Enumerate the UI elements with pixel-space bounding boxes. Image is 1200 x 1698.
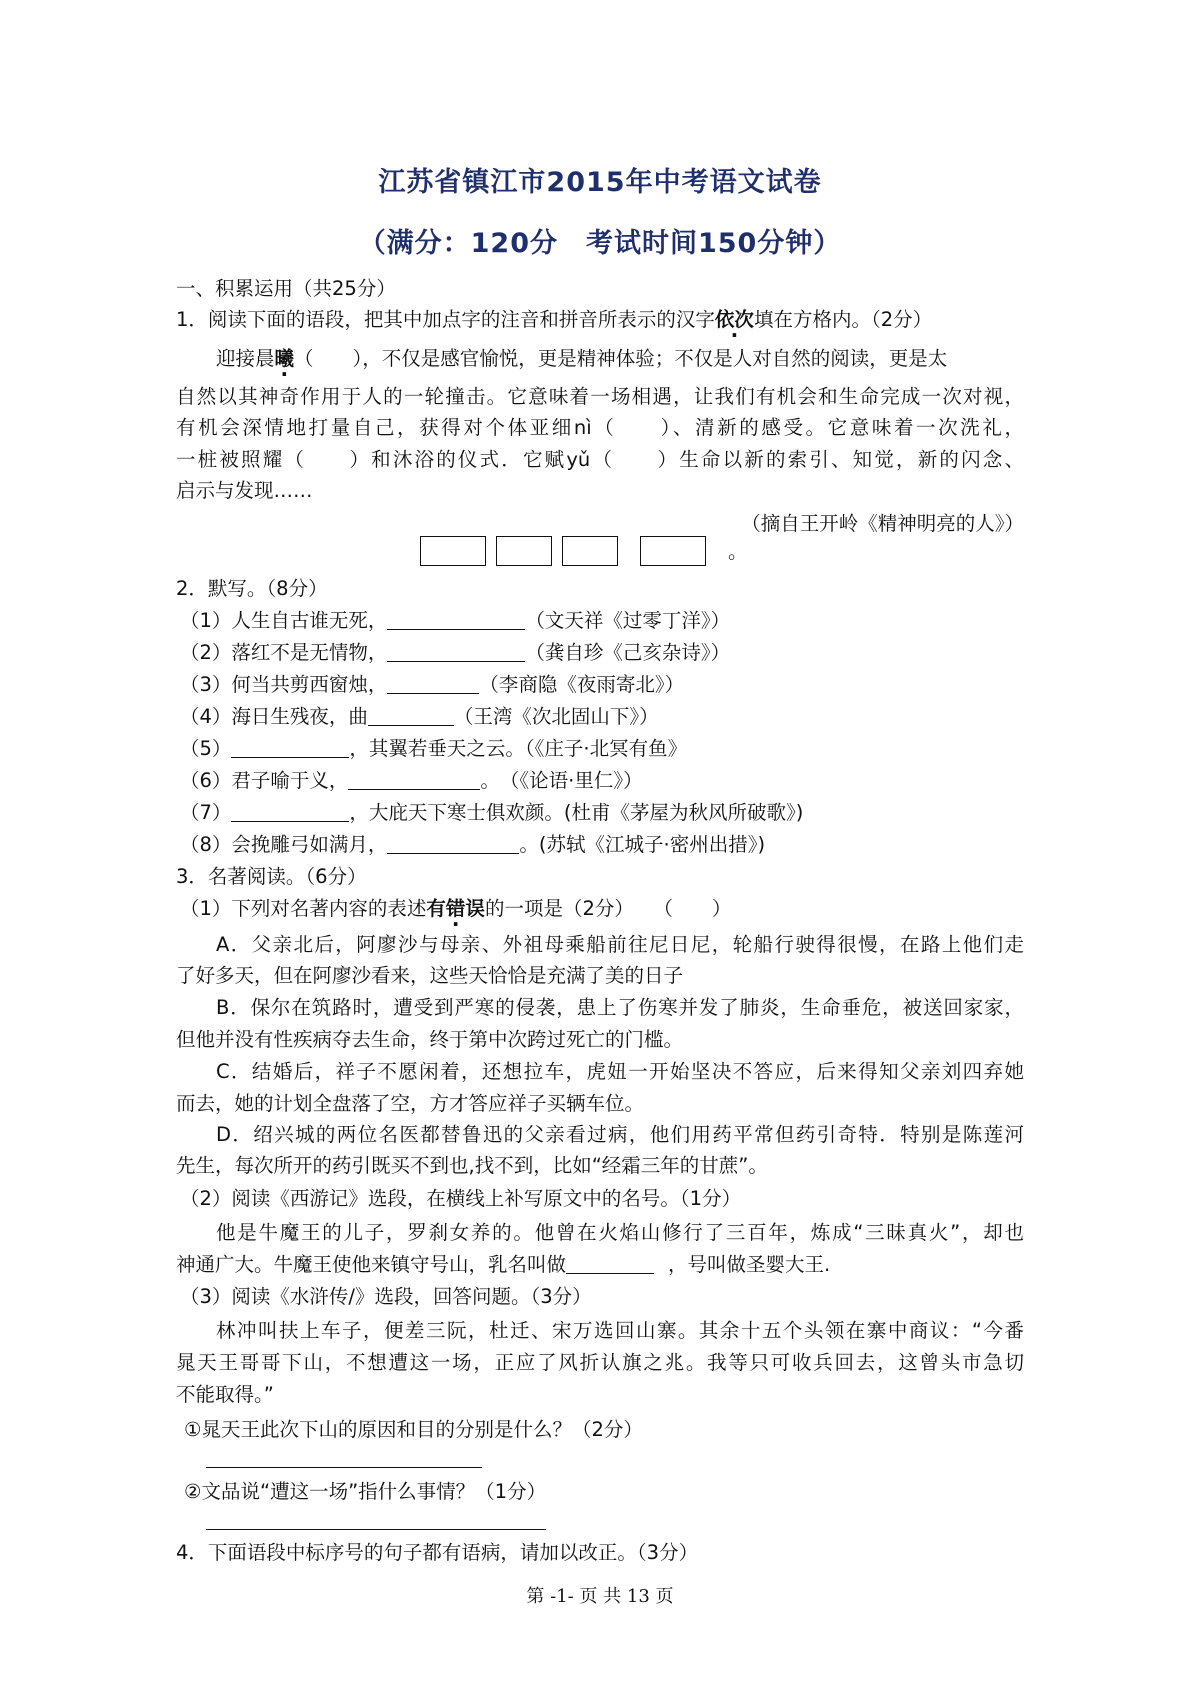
passage-source: （摘自王开岭《精神明亮的人》） [741,512,1024,535]
question-1-stem: 1．阅读下面的语段，把其中加点字的注音和拼音所表示的汉字依次填在方格内。（2分） [176,306,932,334]
exam-subtitle: （满分：120分 考试时间150分钟） [358,228,842,259]
subquestion-3: （3）阅读《水浒传/》选段，回答问题。（3分） [180,1285,592,1308]
dictation-item: （1）人生自古谁无死， （文天祥《过零丁洋》） [180,609,731,632]
passage-line: 一桩被照耀（ ）和沐浴的仪式．它赋yǔ（ ）生命以新的索引、知觉，新的闪念、 [176,448,1024,471]
fill-blank[interactable] [387,609,525,630]
question-4-stem: 4．下面语段中标序号的句子都有语病，请加以改正。（3分） [176,1541,699,1564]
answer-box[interactable] [420,536,486,566]
passage-line: 迎接晨曦（ ），不仅是感官愉悦，更是精神体验；不仅是人对自然的阅读，更是太 [216,345,947,373]
shuihu-passage: 不能取得。” [176,1383,274,1406]
answer-box[interactable] [640,536,706,566]
shuihu-question-2: ②文品说“遭这一场”指什么事情？（1分） [184,1480,547,1503]
shuihu-passage: 林冲叫扶上车子，便差三阮，杜迁、宋万选回山寨。其余十五个头领在寨中商议：“今番 [216,1319,1024,1342]
exam-title: 江苏省镇江市2015年中考语文试卷 [378,167,822,198]
option-b-cont: 但他并没有性疾病夺去生命，终于第中次跨过死亡的门槛。 [176,1028,684,1051]
option-c-cont: 而去，她的计划全盘落了空，方才答应祥子买辆车位。 [176,1092,645,1115]
question-3-stem: 3．名著阅读。（6分） [176,865,367,888]
dictation-item: （7） ，大庇天下寒士俱欢颜。(杜甫《茅屋为秋风所破歌》) [180,801,804,824]
option-a: A．父亲北后，阿廖沙与母亲、外祖母乘船前往尼日尼，轮船行驶得很慢，在路上他们走 [216,933,1024,956]
passage-line: 启示与发现…… [176,479,313,502]
dotted-emphasis: 有错误 [426,897,485,920]
answer-box[interactable] [562,536,618,566]
dictation-item: （8）会挽雕弓如满月， 。(苏轼《江城子·密州出措》) [180,833,766,856]
option-d: D．绍兴城的两位名医都替鲁迅的父亲看过病，他们用药平常但药引奇特．特别是陈莲河 [216,1123,1024,1146]
dotted-emphasis: 依次 [714,308,754,331]
fill-blank[interactable] [387,641,525,662]
answer-line[interactable] [206,1529,546,1530]
answer-box-end-mark: 。 [728,540,748,563]
dictation-item: （4）海日生残夜，曲 （王湾《次北固山下》） [180,705,659,728]
passage-line: 自然以其神奇作用于人的一轮撞击。它意味着一场相遇，让我们有机会和生命完成一次对视， [176,385,1024,408]
subquestion-2: （2）阅读《西游记》选段，在横线上补写原文中的名号。（1分） [180,1187,742,1210]
section-heading: 一、积累运用（共25分） [176,277,396,300]
fill-blank[interactable] [231,737,349,758]
fill-blank[interactable] [387,833,519,854]
dotted-character: 曦 [274,347,295,370]
option-c: C．结婚后，祥子不愿闲着，还想拉车，虎妞一开始坚决不答应，后来得知父亲刘四弃她 [216,1060,1024,1083]
option-d-cont: 先生，每次所开的药引既买不到也,找不到，比如“经霜三年的甘蔗”。 [176,1154,768,1177]
option-b: B．保尔在筑路时，遭受到严寒的侵袭，患上了伤寒并发了肺炎，生命垂危，被送回家家， [216,996,1024,1019]
passage-line: 有机会深情地打量自己，获得对个体亚细nì（ ）、清新的感受。它意味着一次洗礼， [176,416,1024,439]
answer-box[interactable] [496,536,552,566]
fill-blank[interactable] [368,705,454,726]
xiyouji-passage-cont: 神通广大。牛魔王使他来镇守号山，乳名叫做 ，号叫做圣婴大王. [176,1253,831,1276]
page-footer: 第 -1- 页 共 13 页 [526,1586,674,1607]
dictation-item: （3）何当共剪西窗烛， （李商隐《夜雨寄北》） [180,673,685,696]
fill-blank[interactable] [231,801,349,822]
option-a-cont: 了好多天，但在阿廖沙看来，这些天恰恰是充满了美的日子 [176,964,684,987]
subquestion-1: （1）下列对名著内容的表述有错误的一项是（2分） （ ） [180,895,731,923]
dictation-item: （6）君子喻于义， 。 （《论语·里仁》） [180,769,643,792]
fill-blank[interactable] [348,769,480,790]
xiyouji-passage: 他是牛魔王的儿子，罗刹女养的。他曾在火焰山修行了三百年，炼成“三昧真火”，却也 [216,1221,1024,1244]
dictation-item: （2）落红不是无情物， （龚自珍《己亥杂诗》） [180,641,731,664]
fill-blank[interactable] [566,1253,654,1274]
shuihu-question-1: ①晁天王此次下山的原因和目的分别是什么？（2分） [184,1418,643,1441]
fill-blank[interactable] [387,673,479,694]
shuihu-passage: 晁天王哥哥下山，不想遭这一场，正应了风折认旗之兆。我等只可收兵回去，这曾头市急切 [176,1351,1024,1374]
dictation-item: （5） ，其翼若垂天之云。（《庄子·北冥有鱼》 [180,737,688,760]
answer-line[interactable] [206,1467,482,1468]
question-2-stem: 2．默写。（8分） [176,577,328,600]
